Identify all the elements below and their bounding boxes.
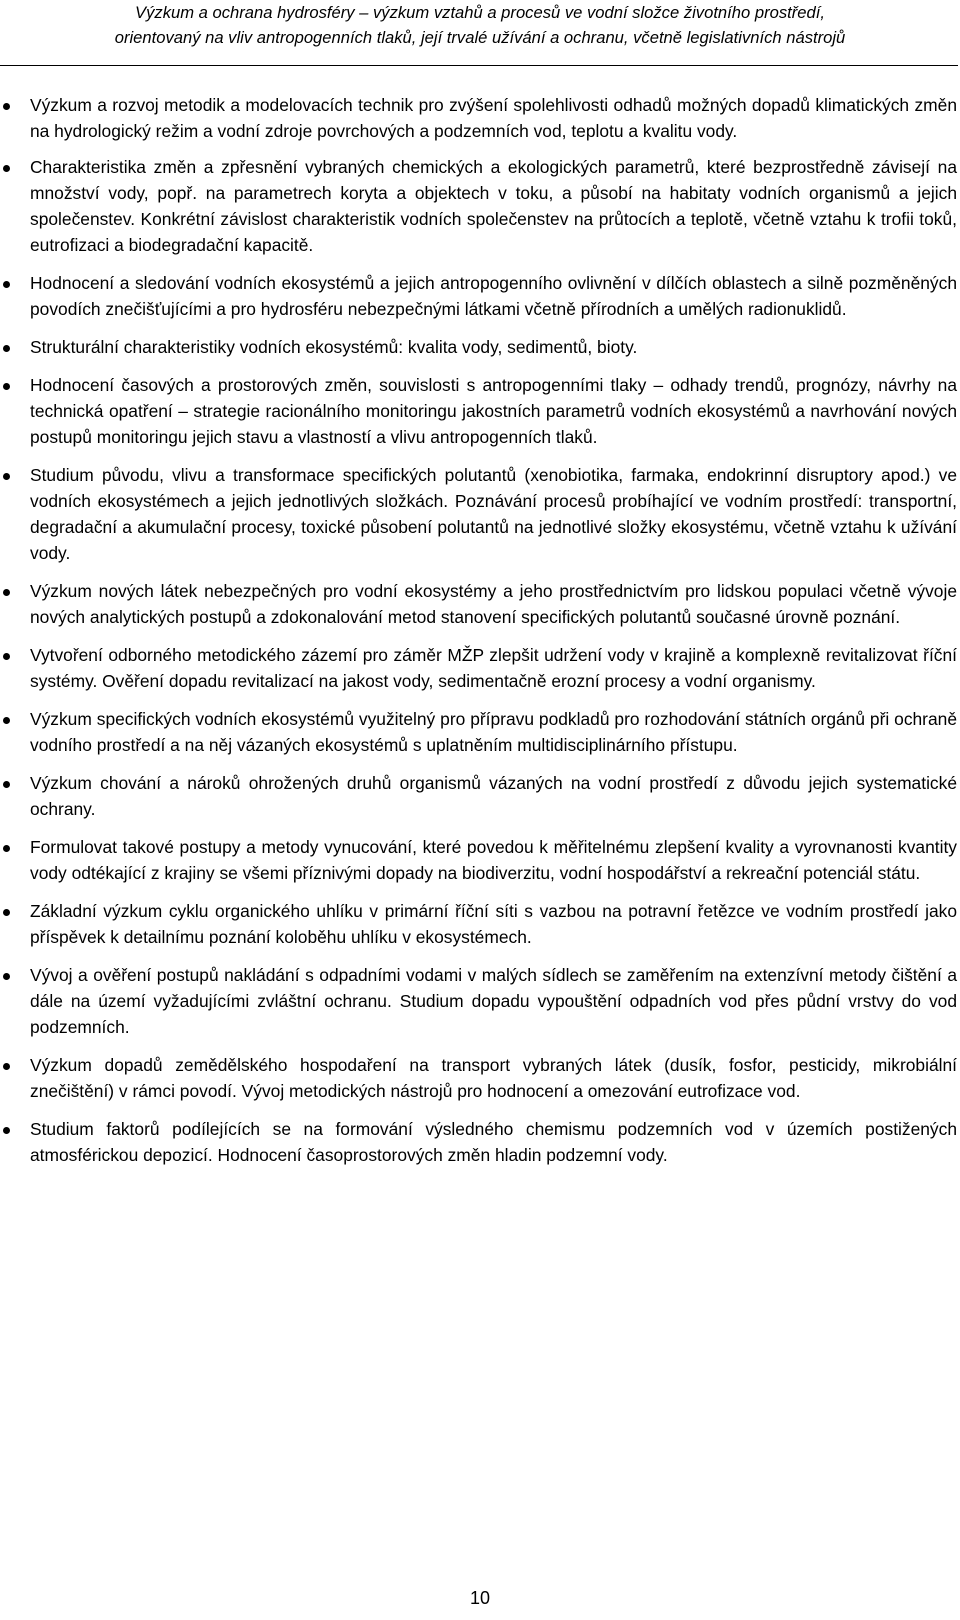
header-divider xyxy=(0,65,958,66)
list-item-text: Hodnocení časových a prostorových změn, souvislosti s antropogenními tlaky – odhady trendů, prognózy, návrhy na technická opatření – strategie racionálního monitoringu jakostních parametrů vodních ekosystémů a navrhování nových postupů monitoringu jejich stavu a vlastností a vlivu antropogenních tlaků. xyxy=(30,375,957,447)
research-topics-list xyxy=(0,92,960,1180)
list-item-text: Studium faktorů podílejících se na formování výsledného chemismu podzemních vod v územích postižených atmosférickou depozicí. Hodnocení časoprostorových změn hladin podzemní vody. xyxy=(30,1119,957,1165)
bullet-icon xyxy=(3,103,10,110)
list-item xyxy=(0,334,960,360)
header-line-2: orientovaný na vliv antropogenních tlaků, její trvalé užívání a ochranu, včetně legislativních nástrojů xyxy=(114,28,846,47)
bullet-icon xyxy=(3,653,10,660)
list-item xyxy=(0,642,960,694)
list-item xyxy=(0,1052,960,1104)
list-item xyxy=(0,898,960,950)
list-item-text: Strukturální charakteristiky vodních ekosystémů: kvalita vody, sedimentů, bioty. xyxy=(30,337,638,357)
list-item xyxy=(0,154,960,258)
list-item-text: Studium původu, vlivu a transformace specifických polutantů (xenobiotika, farmaka, endokrinní disruptory apod.) ve vodních ekosystémech a jejich jednotlivých složkách. Poznávání procesů probíhající ve vodním prostředí: transportní, degradační a akumulační procesy, toxické působení polutantů na jednotlivé složky ekosystému, včetně vztahu k užívání vody. xyxy=(30,465,957,563)
bullet-icon xyxy=(3,909,10,916)
list-item xyxy=(0,270,960,322)
bullet-icon xyxy=(3,345,10,352)
bullet-icon xyxy=(3,717,10,724)
page-number: 10 xyxy=(469,1588,491,1608)
bullet-icon xyxy=(3,589,10,596)
list-item-text: Hodnocení a sledování vodních ekosystémů a jejich antropogenního ovlivnění v dílčích oblastech a silně pozměněných povodích znečišťujícími a pro hydrosféru nebezpečnými látkami včetně přírodních a umělých radionuklidů. xyxy=(30,273,957,319)
bullet-icon xyxy=(3,845,10,852)
list-item-text: Základní výzkum cyklu organického uhlíku v primární říční síti s vazbou na potravní řetězce ve vodním prostředí jako příspěvek k detailnímu poznání koloběhu uhlíku v ekosystémech. xyxy=(30,901,957,947)
page-header xyxy=(0,0,960,50)
list-item-text: Výzkum dopadů zemědělského hospodaření na transport vybraných látek (dusík, fosfor, pesticidy, mikrobiální znečištění) v rámci povodí. Vývoj metodických nástrojů pro hodnocení a omezování eutrofizace vod. xyxy=(30,1055,957,1101)
list-item-text: Výzkum a rozvoj metodik a modelovacích technik pro zvýšení spolehlivosti odhadů možných dopadů klimatických změn na hydrologický režim a vodní zdroje povrchových a podzemních vod, teplotu a kvalitu vody. xyxy=(30,95,957,141)
bullet-icon xyxy=(3,781,10,788)
bullet-icon xyxy=(3,473,10,480)
list-item xyxy=(0,372,960,450)
list-item xyxy=(0,962,960,1040)
header-line-1: Výzkum a ochrana hydrosféry – výzkum vztahů a procesů ve vodní složce životního prostředí, xyxy=(135,3,825,22)
list-item-text: Výzkum nových látek nebezpečných pro vodní ekosystémy a jeho prostřednictvím pro lidskou populaci včetně vývoje nových analytických postupů a zdokonalování metod stanovení specifických polutantů současné úrovně poznání. xyxy=(30,581,957,627)
list-item-text: Charakteristika změn a zpřesnění vybraných chemických a ekologických parametrů, které bezprostředně závisejí na množství vody, popř. na parametrech koryta a objektech v toku, a působí na habitaty vodních organismů a jejich společenstev. Konkrétní závislost charakteristik vodních společenstev na průtocích a teplotě, včetně vztahu k trofii toků, eutrofizaci a biodegradační kapacitě. xyxy=(30,157,957,255)
list-item xyxy=(0,770,960,822)
list-item-text: Formulovat takové postupy a metody vynucování, které povedou k měřitelnému zlepšení kvality a vyrovnanosti kvantity vody odtékající z krajiny se všemi příznivými dopady na biodiverzitu, vodní hospodářství a rekreační potenciál státu. xyxy=(30,837,957,883)
bullet-icon xyxy=(3,1063,10,1070)
bullet-icon xyxy=(3,165,10,172)
bullet-icon xyxy=(3,973,10,980)
bullet-icon xyxy=(3,383,10,390)
list-item xyxy=(0,1116,960,1168)
list-item xyxy=(0,92,960,144)
list-item-text: Vytvoření odborného metodického zázemí pro záměr MŽP zlepšit udržení vody v krajině a komplexně revitalizovat říční systémy. Ověření dopadu revitalizací na jakost vody, sedimentačně erozní procesy a vodní organismy. xyxy=(30,645,957,691)
list-item-text: Výzkum chování a nároků ohrožených druhů organismů vázaných na vodní prostředí z důvodu jejich systematické ochrany. xyxy=(30,773,957,819)
list-item-text: Vývoj a ověření postupů nakládání s odpadními vodami v malých sídlech se zaměřením na extenzívní metody čištění a dále na území vyžadujícími zvláštní ochranu. Studium dopadu vypouštění odpadních vod přes půdní vrstvy do vod podzemních. xyxy=(30,965,957,1037)
list-item xyxy=(0,834,960,886)
list-item-text: Výzkum specifických vodních ekosystémů využitelný pro přípravu podkladů pro rozhodování státních orgánů při ochraně vodního prostředí a na něj vázaných ekosystémů s uplatněním multidisciplinárního přístupu. xyxy=(30,709,957,755)
bullet-icon xyxy=(3,281,10,288)
bullet-icon xyxy=(3,1127,10,1134)
list-item xyxy=(0,578,960,630)
list-item xyxy=(0,462,960,566)
list-item xyxy=(0,706,960,758)
